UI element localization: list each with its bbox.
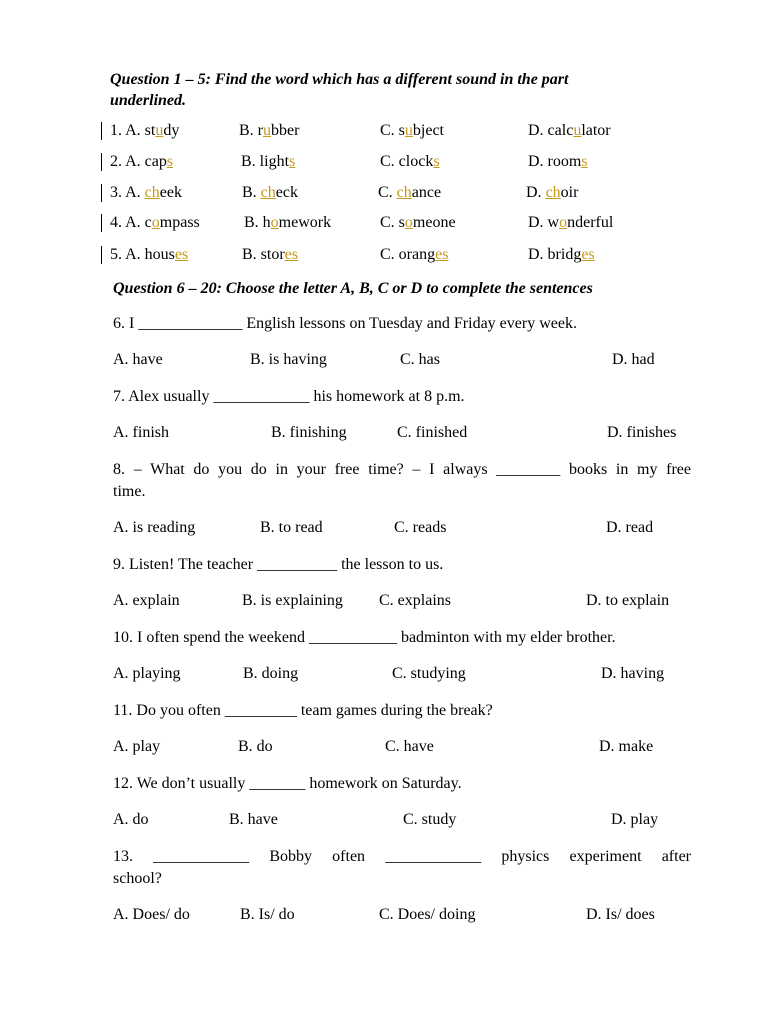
- question-13-option-c[interactable]: C. Does/ doing: [379, 906, 476, 923]
- question-10-option-c[interactable]: C. studying: [392, 665, 466, 682]
- underlined-part: s: [433, 153, 440, 170]
- word-part: C. s: [380, 214, 405, 231]
- underlined-part: s: [289, 153, 296, 170]
- q5-option-b: [242, 245, 298, 265]
- question-12-option-d[interactable]: D. play: [611, 811, 659, 828]
- word-part: B. h: [244, 214, 271, 231]
- underlined-part: ch: [144, 184, 160, 201]
- section1-title-line2: underlined.: [110, 92, 187, 109]
- underlined-part: o: [151, 214, 160, 231]
- word-part: D. calc: [528, 122, 574, 139]
- section1-title-line1: Question 1 – 5: Find the word which has a different sound in the part: [110, 71, 569, 88]
- question-7-option-a[interactable]: A. finish: [113, 424, 169, 441]
- word-part: ance: [411, 184, 442, 201]
- question-number: 1. A.: [110, 122, 141, 139]
- word-part: eck: [275, 184, 298, 201]
- q1-option-d: [528, 121, 611, 141]
- word-part: dy: [163, 122, 180, 139]
- word-part: C.: [378, 184, 397, 201]
- word-part: c: [140, 214, 152, 231]
- question-6-option-b[interactable]: B. is having: [250, 351, 327, 368]
- underlined-part: es: [174, 246, 189, 263]
- question-11-option-c[interactable]: C. have: [385, 738, 434, 755]
- underlined-part: es: [581, 246, 595, 263]
- question-6-stem: 6. I _____________ English lessons on Tuesday and Friday every week.: [113, 315, 577, 332]
- underlined-part: u: [404, 122, 413, 139]
- underlined-part: s: [166, 153, 174, 170]
- q1-option-b: [239, 121, 299, 141]
- question-11-stem: 11. Do you often _________ team games during the break?: [113, 702, 493, 719]
- question-9-option-c[interactable]: C. explains: [379, 592, 451, 609]
- question-11-option-d[interactable]: D. make: [599, 738, 654, 755]
- word-part: D. room: [528, 153, 582, 170]
- underlined-part: u: [573, 122, 582, 139]
- underlined-part: s: [581, 153, 588, 170]
- word-part: lator: [581, 122, 611, 139]
- q1-option-a: [110, 121, 179, 141]
- underlined-part: o: [404, 214, 413, 231]
- word-part: C. s: [380, 122, 405, 139]
- question-13-option-d[interactable]: D. Is/ does: [586, 906, 655, 923]
- question-7-option-d[interactable]: D. finishes: [607, 424, 677, 441]
- question-7-stem: 7. Alex usually ____________ his homework at 8 p.m.: [113, 388, 465, 405]
- question-8-option-b[interactable]: B. to read: [260, 519, 323, 536]
- margin-bar: [101, 246, 102, 264]
- word-part: B. light: [241, 153, 290, 170]
- word-part: st: [140, 122, 156, 139]
- question-6-option-d[interactable]: D. had: [612, 351, 655, 368]
- q2-option-a: [110, 152, 173, 172]
- underlined-part: es: [435, 246, 449, 263]
- q4-option-c: [380, 213, 456, 233]
- q4-option-d: [528, 213, 613, 233]
- question-13-stem-cont: school?: [113, 870, 162, 887]
- question-6-option-a[interactable]: A. have: [113, 351, 163, 368]
- q4-option-b: [244, 213, 331, 233]
- question-8-option-a[interactable]: A. is reading: [113, 519, 196, 536]
- underlined-part: es: [284, 246, 298, 263]
- q5-option-c: [380, 245, 448, 265]
- word-part: eek: [159, 184, 182, 201]
- question-12-option-c[interactable]: C. study: [403, 811, 457, 828]
- question-10-stem: 10. I often spend the weekend ___________ badminton with my elder brother.: [113, 629, 616, 646]
- question-13-option-a[interactable]: A. Does/ do: [113, 906, 190, 923]
- question-12-option-b[interactable]: B. have: [229, 811, 278, 828]
- q3-option-c: [378, 183, 441, 203]
- question-13-stem: 13. ____________ Bobby often ____________ physics experiment after: [113, 848, 691, 865]
- question-number: 3. A.: [110, 184, 141, 201]
- question-number: 4. A.: [110, 214, 141, 231]
- underlined-part: o: [559, 214, 568, 231]
- question-10-option-a[interactable]: A. playing: [113, 665, 181, 682]
- underlined-part: u: [155, 122, 164, 139]
- underlined-part: u: [263, 122, 271, 139]
- question-8-option-d[interactable]: D. read: [606, 519, 654, 536]
- word-part: bject: [412, 122, 444, 139]
- question-13-option-b[interactable]: B. Is/ do: [240, 906, 295, 923]
- q5-option-d: [528, 245, 595, 265]
- question-11-option-b[interactable]: B. do: [238, 738, 273, 755]
- word-part: D. w: [528, 214, 560, 231]
- underlined-part: ch: [396, 184, 412, 201]
- word-part: D. bridg: [528, 246, 582, 263]
- question-7-option-b[interactable]: B. finishing: [271, 424, 347, 441]
- section2-title: Question 6 – 20: Choose the letter A, B, C or D to complete the sentences: [113, 280, 593, 297]
- underlined-part: ch: [545, 184, 561, 201]
- word-part: B. stor: [242, 246, 285, 263]
- word-part: meone: [412, 214, 456, 231]
- question-10-option-b[interactable]: B. doing: [243, 665, 299, 682]
- q2-option-d: [528, 152, 588, 172]
- question-8-stem-cont: time.: [113, 483, 146, 500]
- question-number: 2. A.: [110, 153, 141, 170]
- word-part: cap: [140, 153, 167, 170]
- underlined-part: o: [270, 214, 279, 231]
- q4-option-a: [110, 213, 200, 233]
- word-part: D.: [526, 184, 546, 201]
- margin-bar: [101, 122, 102, 140]
- q3-option-d: [526, 183, 578, 203]
- q2-option-b: [241, 152, 295, 172]
- word-part: nderful: [567, 214, 614, 231]
- question-9-stem: 9. Listen! The teacher __________ the lesson to us.: [113, 556, 444, 573]
- question-12-option-a[interactable]: A. do: [113, 811, 149, 828]
- word-part: B.: [242, 184, 261, 201]
- question-11-option-a[interactable]: A. play: [113, 738, 161, 755]
- margin-bar: [101, 184, 102, 202]
- question-12-stem: 12. We don’t usually _______ homework on Saturday.: [113, 775, 462, 792]
- underlined-part: ch: [260, 184, 276, 201]
- word-part: hous: [140, 246, 175, 263]
- q3-option-b: [242, 183, 298, 203]
- q1-option-c: [380, 121, 444, 141]
- word-part: mework: [278, 214, 332, 231]
- word-part: bber: [271, 122, 300, 139]
- word-part: oir: [560, 184, 579, 201]
- word-part: B. r: [239, 122, 263, 139]
- word-part: mpass: [159, 214, 200, 231]
- question-9-option-a[interactable]: A. explain: [113, 592, 180, 609]
- q2-option-c: [380, 152, 440, 172]
- question-number: 5. A.: [110, 246, 141, 263]
- question-8-option-c[interactable]: C. reads: [394, 519, 447, 536]
- question-9-option-b[interactable]: B. is explaining: [242, 592, 343, 609]
- margin-bar: [101, 153, 102, 171]
- question-6-option-c[interactable]: C. has: [400, 351, 440, 368]
- q3-option-a: [110, 183, 182, 203]
- question-8-stem: 8. – What do you do in your free time? – I always ________ books in my free: [113, 461, 691, 478]
- margin-bar: [101, 214, 102, 232]
- question-7-option-c[interactable]: C. finished: [397, 424, 468, 441]
- q5-option-a: [110, 245, 188, 265]
- word-part: C. clock: [380, 153, 434, 170]
- question-10-option-d[interactable]: D. having: [601, 665, 665, 682]
- question-9-option-d[interactable]: D. to explain: [586, 592, 670, 609]
- word-part: C. orang: [380, 246, 436, 263]
